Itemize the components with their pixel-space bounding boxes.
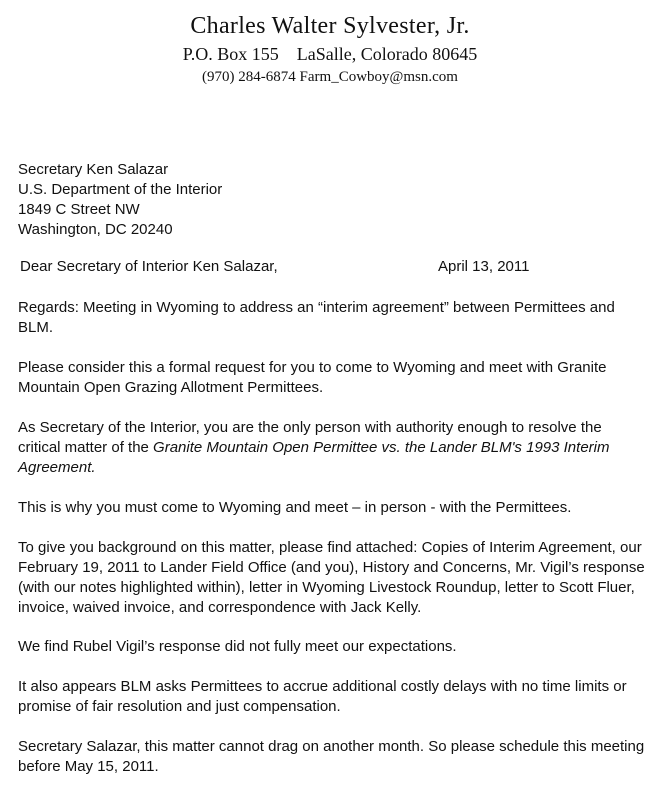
letter-date: April 13, 2011 [438, 258, 530, 275]
recipient-line: 1849 C Street NW [18, 201, 140, 218]
recipient-line: Washington, DC 20240 [18, 221, 173, 238]
sender-name: Charles Walter Sylvester, Jr. [190, 13, 470, 39]
agreement-title: Granite Mountain Open Permittee vs. the Lander BLM's 1993 Interim Agreement. [18, 439, 610, 476]
letterhead [0, 10, 660, 88]
regards-paragraph: Regards: Meeting in Wyoming to address an “interim agreement” between Permittees and BLM. [18, 299, 615, 336]
authority-text: As Secretary of the Interior, you are the only person with authority enough to resolve the critical matter of the [18, 419, 602, 456]
recipient-line: U.S. Department of the Interior [18, 181, 223, 198]
delays-paragraph: It also appears BLM asks Permittees to accrue additional costly delays with no time limits or promise of fair resolution and just compensation. [18, 678, 627, 715]
salutation-row [20, 257, 550, 277]
meet-paragraph: This is why you must come to Wyoming and meet – in person - with the Permittees. [18, 499, 572, 516]
recipient-address [18, 160, 222, 240]
sender-address: P.O. Box 155 LaSalle, Colorado 80645 [182, 44, 478, 64]
authority-paragraph [18, 418, 648, 478]
background-paragraph: To give you background on this matter, please find attached: Copies of Interim Agreement, our February 19, 2011 to Lander Field Office (and you), History and Concerns, Mr. Vigil’s response (with our notes highlighted within), letter in Wyoming Livestock Roundup, letter to Scott Fluer, invoice, waived invoice, and correspondence with Jack Kelly. [18, 539, 645, 616]
request-paragraph: Please consider this a formal request for you to come to Wyoming and meet with Granite Mountain Open Grazing Allotment Permittees. [18, 359, 607, 396]
sender-contact: (970) 284-6874 Farm_Cowboy@msn.com [202, 69, 458, 85]
response-paragraph: We find Rubel Vigil’s response did not fully meet our expectations. [18, 638, 457, 655]
closing-paragraph: Secretary Salazar, this matter cannot drag on another month. So please schedule this meeting before May 15, 2011. [18, 738, 645, 775]
salutation: Dear Secretary of Interior Ken Salazar, [20, 258, 278, 275]
recipient-line: Secretary Ken Salazar [18, 161, 169, 178]
